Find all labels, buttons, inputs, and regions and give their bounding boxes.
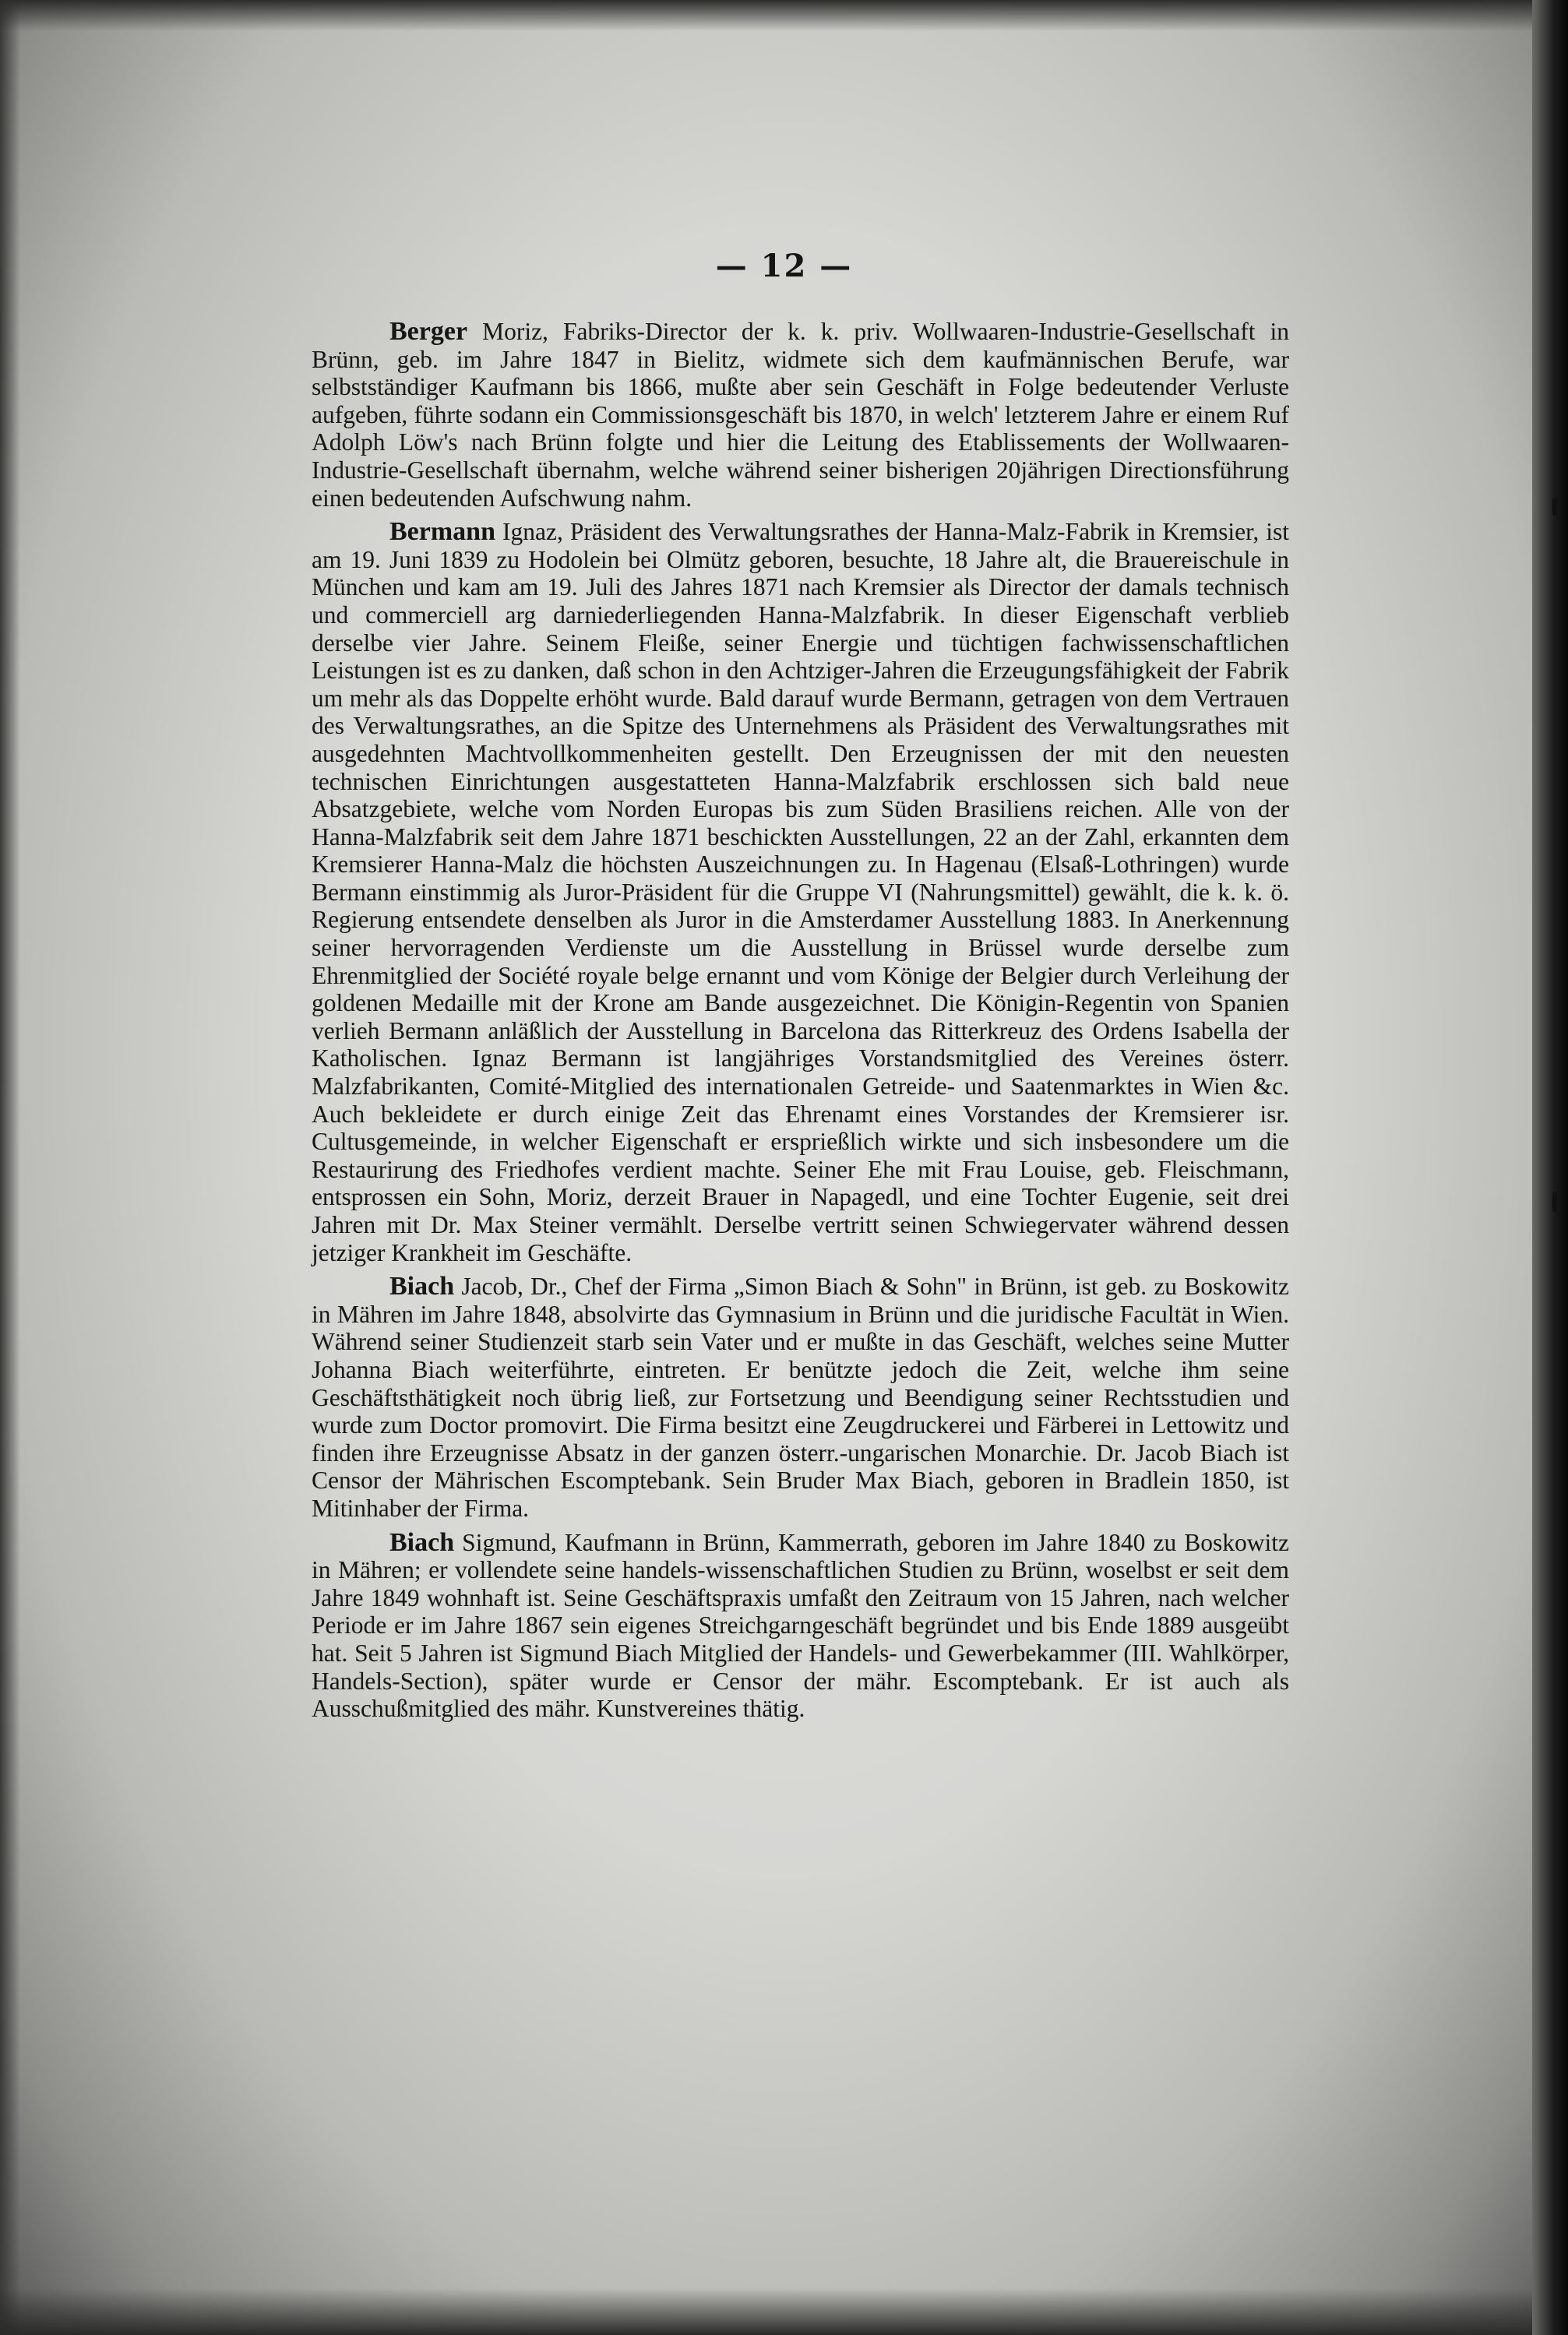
entry-headword: Biach [389, 1272, 455, 1301]
entry-text: Ignaz, Präsident des Verwaltungsrathes der Hanna-Malz-Fabrik in Kremsier, ist am 19. Juni 1839 zu Hodolein bei Olmütz geboren, besuchte, 18 Jahre alt, die Brauereischule in München und kam am 19. Juli des Jahres 1871 nach Kremsier als Director der damals technisch und commerciell arg darniederliegenden Hanna-Malzfabrik. In dieser Eigenschaft verblieb derselbe vier Jahre. Seinem Fleiße, seiner Energie und tüchtigen fachwissenschaftlichen Leistungen ist es zu danken, daß schon in den Achtziger-Jahren die Erzeugungsfähigkeit der Fabrik um mehr als das Doppelte erhöht wurde. Bald darauf wurde Bermann, getragen von dem Vertrauen des Verwaltungsrathes, an die Spitze des Unternehmens als Präsident des Verwaltungsrathes mit ausgedehnten Machtvollkommenheiten gestellt. Den Erzeugnissen der mit den neuesten technischen Einrichtungen ausgestatteten Hanna-Malzfabrik erschlossen sich bald neue Absatzgebiete, welche vom Norden Europas bis zum Süden Brasiliens reichen. Alle von der Hanna-Malzfabrik seit dem Jahre 1871 beschickten Ausstellungen, 22 an der Zahl, erkannten dem Kremsierer Hanna-Malz die höchsten Auszeichnungen zu. In Hagenau (Elsaß-Lothringen) wurde Bermann einstimmig als Juror-Präsident für die Gruppe VI (Nahrungsmittel) gewählt, die k. k. ö. Regierung entsendete denselben als Juror in die Amsterdamer Ausstellung 1883. In Anerkennung seiner hervorragenden Verdienste um die Ausstellung in Brüssel wurde derselbe zum Ehrenmitglied der Société royale belge ernannt und vom Könige der Belgier durch Verleihung der goldenen Medaille mit der Krone am Bande ausgezeichnet. Die Königin-Regentin von Spanien verlieh Bermann anläßlich der Ausstellung in Barcelona das Ritterkreuz des Ordens Isabella der Katholischen. Ignaz Bermann ist langjähriges Vorstandsmitglied des Vereines österr. Malzfabrikanten, Comité-Mitglied des internationalen Getreide- und Saatenmarktes in Wien &c. Auch bekleidete er durch einige Zeit das Ehrenamt eines Vorstandes der Kremsierer isr. Cultusgemeinde, in welcher Eigenschaft er ersprießlich wirkte und sich insbesondere um die Restaurirung des Friedhofes verdient machte. Seiner Ehe mit Frau Louise, geb. Fleischmann, entsprossen ein Sohn, Moriz, derzeit Brauer in Napagedl, und eine Tochter Eugenie, seit drei Jahren mit Dr. Max Steiner vermählt. Derselbe vertritt seinen Schwiegervater während dessen jetziger Krankheit im Geschäfte. [312, 518, 1289, 1266]
bottom-page-edge [0, 2288, 1568, 2335]
document-body [312, 318, 1289, 1729]
right-binding-edge [1532, 0, 1568, 2335]
entry-headword: Bermann [389, 517, 495, 547]
entry-bermann [312, 518, 1289, 1266]
entry-text: Jacob, Dr., Chef der Firma „Simon Biach & Sohn" in Brünn, ist geb. zu Boskowitz in Mähren im Jahre 1848, absolvirte das Gymnasium in Brünn und die juridische Facultät in Wien. Während seiner Studienzeit starb sein Vater und er mußte in das Geschäft, welches seine Mutter Johanna Biach weiterführte, eintreten. Er benützte jedoch die Zeit, welche ihm seine Geschäftsthätigkeit noch übrig ließ, zur Fortsetzung und Beendigung seiner Rechtsstudien und wurde zum Doctor promovirt. Die Firma besitzt eine Zeugdruckerei und Färberei in Lettowitz und finden ihre Erzeugnisse Absatz in der ganzen österr.-ungarischen Monarchie. Dr. Jacob Biach ist Censor der Mährischen Escomptebank. Sein Bruder Max Biach, geboren in Bradlein 1850, ist Mitinhaber der Firma. [312, 1273, 1289, 1522]
entry-text: Moriz, Fabriks-Director der k. k. priv. Wollwaaren-Industrie-Gesellschaft in Brünn, geb. im Jahre 1847 in Bielitz, widmete sich dem kaufmännischen Berufe, war selbstständiger Kaufmann bis 1866, mußte aber sein Geschäft in Folge bedeutender Verluste aufgeben, führte sodann ein Commissionsgeschäft bis 1870, in welch' letzterem Jahre er einem Ruf Adolph Löw's nach Brünn folgte und hier die Leitung des Etablissements der Wollwaaren-Industrie-Gesellschaft übernahm, welche während seiner bisherigen 20jährigen Directionsführung einen bedeutenden Aufschwung nahm. [312, 318, 1290, 512]
entry-biach-sigmund [312, 1529, 1289, 1723]
margin-mark [1552, 498, 1557, 516]
entry-berger [312, 318, 1289, 512]
entry-headword: Biach [389, 1527, 455, 1557]
entry-biach-jacob [312, 1273, 1289, 1522]
entry-headword: Berger [389, 317, 468, 346]
left-page-edge [0, 0, 20, 2335]
top-page-edge [0, 0, 1568, 31]
entry-text: Sigmund, Kaufmann in Brünn, Kammerrath, geboren im Jahre 1840 zu Boskowitz in Mähren; er vollendete seine handels-wissenschaftlichen Studien zu Brünn, woselbst er seit dem Jahre 1849 wohnhaft ist. Seine Geschäftspraxis umfaßt den Zeitraum von 15 Jahren, nach welcher Periode er im Jahre 1867 sein eigenes Streichgarngeschäft begründet und bis Ende 1889 ausgeübt hat. Seit 5 Jahren ist Sigmund Biach Mitglied der Handels- und Gewerbekammer (III. Wahlkörper, Handels-Section), später wurde er Censor der mähr. Escomptebank. Er ist auch als Ausschußmitglied des mähr. Kunstvereines thätig. [312, 1528, 1289, 1723]
margin-mark [1552, 1192, 1557, 1212]
page-number: — 12 — [715, 248, 853, 284]
